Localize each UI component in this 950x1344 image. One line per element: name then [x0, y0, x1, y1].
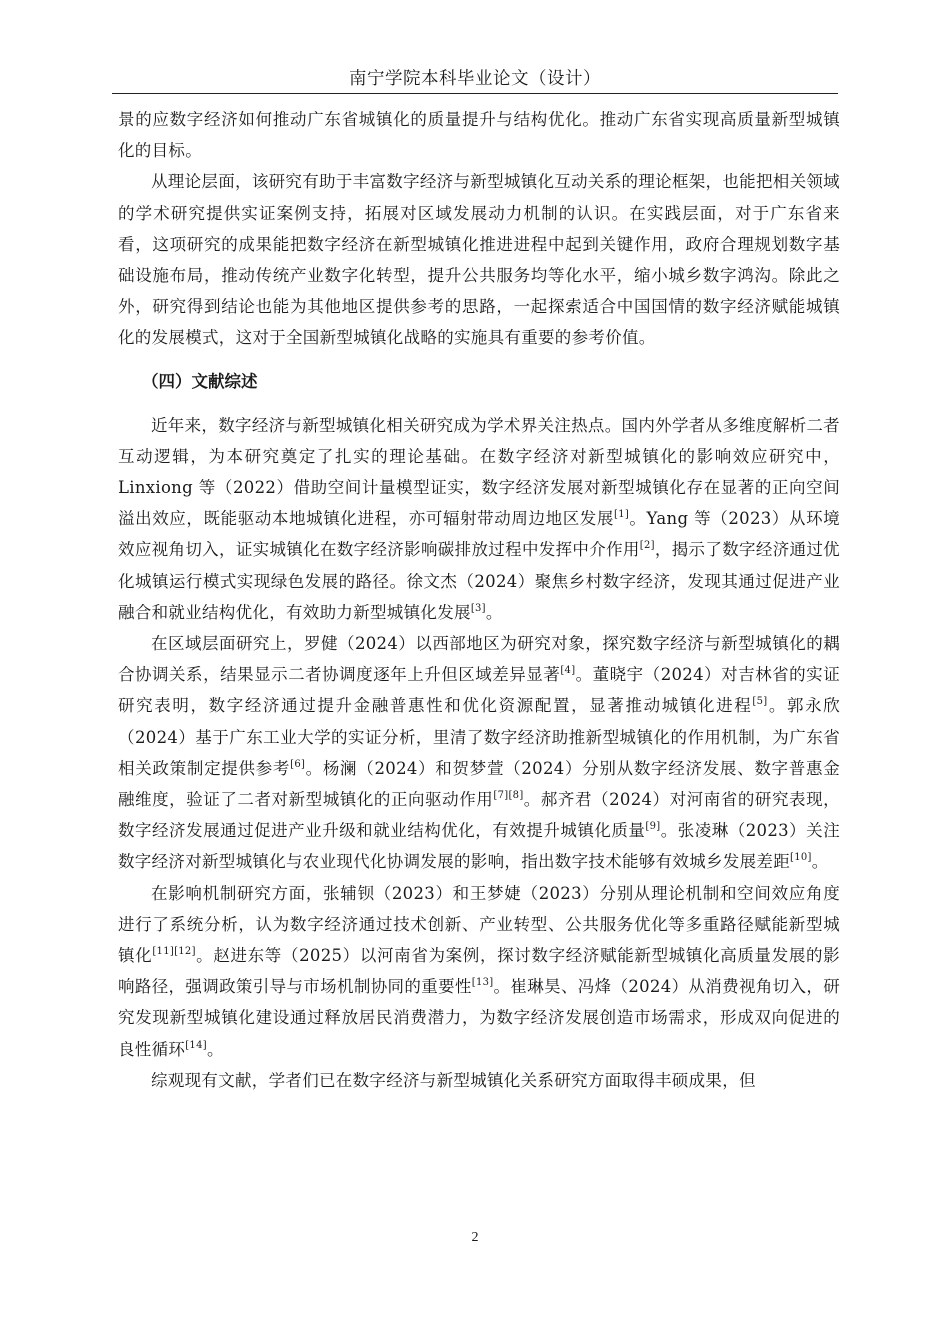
text-span: 。崔琳昊、冯烽（2024）从消费视角切入，研究发现新型城镇化建设通过释放居民消费潜力，为数字经济发展创造市场需求，形成双向促进的良性循环 — [118, 977, 840, 1059]
section-heading-literature-review: （四）文献综述 — [142, 371, 258, 391]
text-span: 。郝齐君（2024）对河南省的研究表现，数字经济发展通过促进产业升级和就业结构优化，有效提升城镇化质量 — [118, 790, 840, 841]
text-span: 近年来，数字经济与新型城镇化相关研究成为学术界关注热点。国内外学者从多维度解析二者互动逻辑，为本研究奠定了扎实的理论基础。在数字经济对新型城镇化的影响效应研究中，Linxiong 等（2022）借助空间计量模型证实，数字经济发展对新型城镇化存在显著的正向空间溢出效应，既能驱动本地城镇化进程，亦可辐射带动周边地区发展 — [118, 415, 840, 529]
text-span: 。郭永欣（2024）基于广东工业大学的实证分析，里清了数字经济助推新型城镇化的作用机制，为广东省相关政策制定提供参考 — [118, 696, 841, 778]
citation-ref: [8] — [508, 790, 524, 802]
text-span: 。Yang 等（2023）从环境效应视角切入，证实城镇化在数字经济影响碳排放过程中发挥中介作用 — [118, 509, 840, 560]
citation-ref: [9] — [645, 821, 661, 833]
paragraph-literature-summary: 综观现有文献，学者们已在数字经济与新型城镇化关系研究方面取得丰硕成果，但 — [151, 1070, 756, 1090]
paragraph-literature-regional — [118, 628, 840, 878]
citation-ref: [6] — [290, 758, 306, 770]
header-divider — [112, 93, 838, 94]
text-span: 。董晓宇（2024）对吉林省的实证研究表明，数字经济通过提升金融普惠性和优化资源配置，显著推动城镇化进程 — [118, 665, 840, 716]
paragraph-literature-mechanism — [118, 878, 840, 1065]
paragraph-research-significance: 从理论层面，该研究有助于丰富数字经济与新型城镇化互动关系的理论框架，也能把相关领域的学术研究提供实证案例支持，拓展对区域发展动力机制的认识。在实践层面，对于广东省来看，这项研究的成果能把数字经济在新型城镇化推进进程中起到关键作用，政府合理规划数字基础设施布局，推动传统产业数字化转型，提升公共服务均等化水平，缩小城乡数字鸿沟。除此之外，研究得到结论也能为其他地区提供参考的思路，一起探索适合中国国情的数字经济赋能城镇化的发展模式，这对于全国新型城镇化战略的实施具有重要的参考价值。 — [118, 172, 840, 348]
text-span: 。 — [811, 852, 829, 872]
citation-ref: [7] — [493, 790, 509, 802]
citation-ref: [11] — [152, 946, 175, 958]
citation-ref: [10] — [790, 852, 812, 864]
text-span: ，揭示了数字经济通过优化城镇运行模式实现绿色发展的路径。徐文杰（2024）聚焦乡村数字经济，发现其通过促进产业融合和就业结构优化，有效助力新型城镇化发展 — [118, 540, 840, 622]
citation-ref: [4] — [560, 665, 576, 677]
citation-ref: [3] — [470, 602, 486, 614]
page-number: 2 — [471, 1230, 479, 1245]
text-span: 。杨澜（2024）和贺梦萱（2024）分别从数字经济发展、数字普惠金融维度，验证了二者对新型城镇化的正向驱动作用 — [118, 758, 840, 810]
text-span: 。 — [485, 602, 503, 622]
citation-ref: [5] — [752, 696, 768, 708]
text-span: 在影响机制研究方面，张辅钡（2023）和王梦婕（2023）分别从理论机制和空间效应角度进行了系统分析，认为数字经济通过技术创新、产业转型、公共服务优化等多重路径赋能新型城镇化 — [118, 883, 840, 966]
text-span: 。 — [206, 1039, 224, 1059]
document-body — [118, 104, 840, 1096]
citation-ref: [12] — [174, 946, 196, 958]
text-span: 在区域层面研究上，罗健（2024）以西部地区为研究对象，探究数字经济与新型城镇化的耦合协调关系，结果显示二者协调度逐年上升但区域差异显著 — [118, 634, 840, 685]
citation-ref: [14] — [185, 1039, 207, 1051]
citation-ref: [1] — [614, 509, 630, 521]
paragraph-literature-effects — [118, 410, 840, 628]
text-span: 。赵进东等（2025）以河南省为案例，探讨数字经济赋能新型城镇化高质量发展的影响路径，强调政策引导与市场机制协同的重要性 — [118, 946, 840, 997]
paragraph-research-background-end: 景的应数字经济如何推动广东省城镇化的质量提升与结构优化。推动广东省实现高质量新型城镇化的目标。 — [118, 110, 840, 161]
text-span: 。张凌琳（2023）关注数字经济对新型城镇化与农业现代化协调发展的影响，指出数字技术能够有效城乡发展差距 — [118, 821, 840, 872]
citation-ref: [13] — [471, 977, 494, 989]
citation-ref: [2] — [639, 540, 655, 552]
page-header-title: 南宁学院本科毕业论文（设计） — [349, 69, 601, 89]
